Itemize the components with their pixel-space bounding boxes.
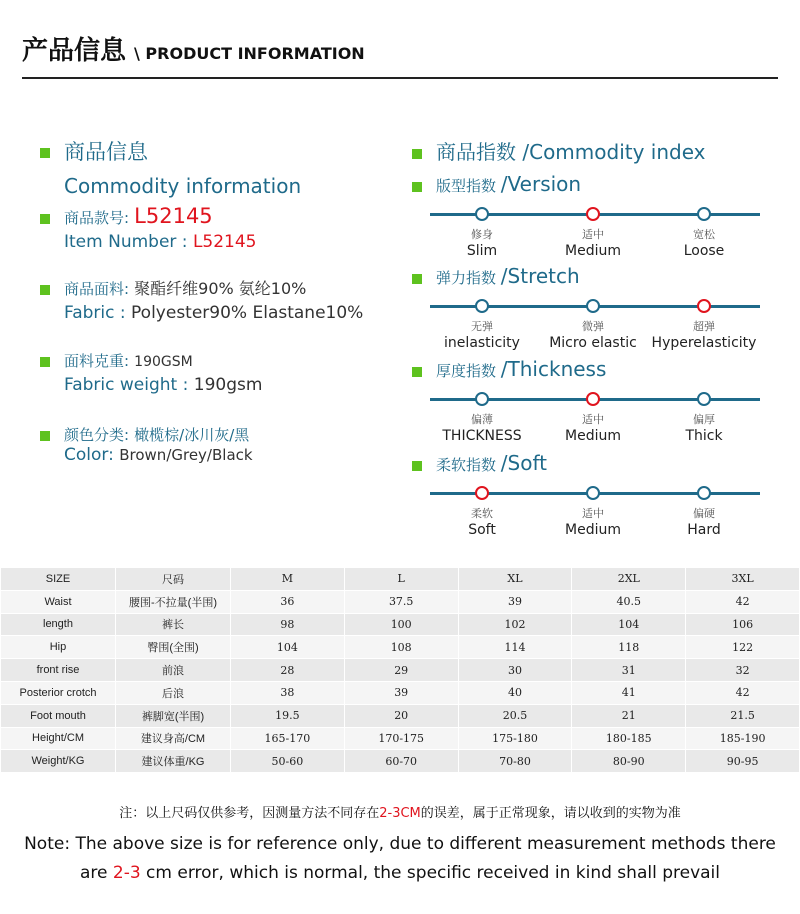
table-cell: 臀围(全围) <box>116 636 231 659</box>
option-en: Slim <box>466 243 498 259</box>
table-cell: Foot mouth <box>1 704 116 727</box>
weight-value-en: 190gsm <box>193 375 263 395</box>
table-cell: 70-80 <box>458 750 572 773</box>
table-cell: 102 <box>458 613 572 636</box>
table-cell: L <box>344 568 458 591</box>
page-header <box>22 30 365 67</box>
scale-marker <box>475 207 489 221</box>
table-cell: 20.5 <box>458 704 572 727</box>
scale-marker <box>475 392 489 406</box>
table-cell: 36 <box>231 590 345 613</box>
option-cn: 偏厚 <box>693 413 715 426</box>
selected-marker <box>586 392 600 406</box>
note-en-red: 2-3 <box>112 863 141 883</box>
table-row <box>1 727 800 750</box>
index-scale <box>430 398 760 458</box>
table-cell: Waist <box>1 590 116 613</box>
table-cell: 38 <box>231 681 345 704</box>
scale-title-cn: 柔软指数 <box>436 456 497 474</box>
bullet-icon <box>412 274 422 284</box>
table-cell: Weight/KG <box>1 750 116 773</box>
table-cell: 41 <box>572 681 686 704</box>
scale-option <box>422 227 542 259</box>
scale-option <box>644 506 764 538</box>
item-number <box>40 204 257 252</box>
color-label-en: Color: <box>64 445 114 465</box>
color-value-en: Brown/Grey/Black <box>119 446 253 464</box>
table-cell: 前浪 <box>116 659 231 682</box>
scale-title-en: /Soft <box>500 451 547 475</box>
table-cell: 21.5 <box>686 704 800 727</box>
item-label-cn: 商品款号: <box>64 209 130 227</box>
option-en: Thick <box>685 428 723 444</box>
table-cell: 122 <box>686 636 800 659</box>
note-cn-red: 2-3CM <box>379 806 421 821</box>
scale-marker <box>697 486 711 500</box>
item-value-cn: L52145 <box>134 204 213 228</box>
option-cn: 修身 <box>471 228 493 241</box>
table-cell: 后浪 <box>116 681 231 704</box>
table-cell: 42 <box>686 681 800 704</box>
table-cell: 100 <box>344 613 458 636</box>
table-row <box>1 659 800 682</box>
note-cn-a: 注：以上尺码仅供参考，因测量方法不同存在 <box>119 806 380 821</box>
color-label-cn: 颜色分类: <box>64 426 130 444</box>
option-en: Hard <box>687 522 721 538</box>
table-row <box>1 636 800 659</box>
bullet-icon <box>40 214 50 224</box>
table-cell: 建议身高/CM <box>116 727 231 750</box>
table-cell: 98 <box>231 613 345 636</box>
table-cell: 裤长 <box>116 613 231 636</box>
table-cell: 180-185 <box>572 727 686 750</box>
table-row <box>1 590 800 613</box>
weight-label-en: Fabric weight : <box>64 375 189 395</box>
bullet-icon <box>40 285 50 295</box>
table-cell: XL <box>458 568 572 591</box>
table-cell: 30 <box>458 659 572 682</box>
scale-option <box>533 412 653 444</box>
scale-title-cn: 厚度指数 <box>436 362 497 380</box>
scale-marker <box>586 299 600 313</box>
option-en: Loose <box>683 243 725 259</box>
item-value-en: L52145 <box>192 232 257 252</box>
scale-option <box>422 319 542 351</box>
info-heading <box>40 136 301 198</box>
scale-option <box>533 506 653 538</box>
table-cell: 42 <box>686 590 800 613</box>
scale-title-en: /Stretch <box>500 264 580 288</box>
table-cell: M <box>231 568 345 591</box>
option-cn: 适中 <box>582 228 604 241</box>
table-cell: 2XL <box>572 568 686 591</box>
table-row <box>1 704 800 727</box>
table-cell: 21 <box>572 704 686 727</box>
table-cell: 腰围-不拉量(半围) <box>116 590 231 613</box>
scale-option <box>644 227 764 259</box>
option-en: Medium <box>565 522 621 538</box>
scale-title-en: /Version <box>500 172 582 196</box>
table-cell: 118 <box>572 636 686 659</box>
heading-en: Commodity information <box>64 174 302 198</box>
scale-marker <box>475 299 489 313</box>
option-cn: 柔软 <box>471 507 493 520</box>
table-cell: 60-70 <box>344 750 458 773</box>
note-en-c: cm error, which is normal, the specific received in kind shall prevail <box>140 863 721 883</box>
option-cn: 无弹 <box>471 320 493 333</box>
index-scale <box>430 305 760 365</box>
item-label-en: Item Number : <box>64 232 188 252</box>
table-cell: 104 <box>572 613 686 636</box>
fabric-weight <box>40 350 262 395</box>
table-row <box>1 613 800 636</box>
title-cn: 产品信息 <box>22 36 127 66</box>
table-cell: 20 <box>344 704 458 727</box>
table-cell: 39 <box>458 590 572 613</box>
table-cell: 3XL <box>686 568 800 591</box>
scale-title-cn: 弹力指数 <box>436 269 497 287</box>
title-en: \ PRODUCT INFORMATION <box>134 44 365 63</box>
table-cell: 裤脚宽(半围) <box>116 704 231 727</box>
bullet-icon <box>412 367 422 377</box>
table-header-row <box>1 568 800 591</box>
fabric-label-cn: 商品面料: <box>64 280 130 298</box>
note-en <box>0 830 800 888</box>
fabric-label-en: Fabric : <box>64 303 126 323</box>
table-cell: 40 <box>458 681 572 704</box>
fabric-value-cn: 聚酯纤维90% 氨纶10% <box>134 279 307 298</box>
scale-option <box>422 412 542 444</box>
scale-marker <box>697 207 711 221</box>
scale-option <box>644 319 764 351</box>
selected-marker <box>475 486 489 500</box>
option-cn: 微弹 <box>582 320 604 333</box>
table-row <box>1 681 800 704</box>
option-cn: 超弹 <box>693 320 715 333</box>
table-cell: 90-95 <box>686 750 800 773</box>
header-divider <box>22 77 778 79</box>
option-cn: 适中 <box>582 507 604 520</box>
scale-title <box>412 451 547 475</box>
table-cell: 29 <box>344 659 458 682</box>
bullet-icon <box>412 461 422 471</box>
index-heading <box>412 136 706 165</box>
scale-title <box>412 264 580 288</box>
table-cell: 106 <box>686 613 800 636</box>
table-cell: 40.5 <box>572 590 686 613</box>
table-cell: Height/CM <box>1 727 116 750</box>
fabric-value-en: Polyester90% Elastane10% <box>131 303 364 323</box>
table-cell: 170-175 <box>344 727 458 750</box>
scale-title <box>412 172 581 196</box>
option-en: THICKNESS <box>442 428 522 444</box>
option-en: Micro elastic <box>549 335 637 351</box>
table-cell: 32 <box>686 659 800 682</box>
table-cell: 尺码 <box>116 568 231 591</box>
scale-marker <box>586 486 600 500</box>
table-cell: 39 <box>344 681 458 704</box>
size-table <box>0 567 800 773</box>
table-cell: 建议体重/KG <box>116 750 231 773</box>
scale-option <box>422 506 542 538</box>
scale-option <box>533 319 653 351</box>
table-cell: 175-180 <box>458 727 572 750</box>
table-row <box>1 750 800 773</box>
table-cell: Hip <box>1 636 116 659</box>
table-cell: 31 <box>572 659 686 682</box>
bullet-icon <box>40 357 50 367</box>
scale-title-cn: 版型指数 <box>436 177 497 195</box>
note-en-a: Note: The above size is for reference only, due to different measurement methods there <box>24 834 776 854</box>
table-cell: SIZE <box>1 568 116 591</box>
table-cell: 185-190 <box>686 727 800 750</box>
table-cell: 50-60 <box>231 750 345 773</box>
scale-marker <box>697 392 711 406</box>
table-cell: 114 <box>458 636 572 659</box>
option-cn: 偏薄 <box>471 413 493 426</box>
scale-title <box>412 357 606 381</box>
color <box>40 424 253 465</box>
scale-title-en: /Thickness <box>500 357 607 381</box>
table-cell: 165-170 <box>231 727 345 750</box>
table-cell: 80-90 <box>572 750 686 773</box>
index-scale <box>430 492 760 552</box>
heading-cn: 商品信息 <box>64 140 148 164</box>
table-cell: 37.5 <box>344 590 458 613</box>
weight-value-cn: 190GSM <box>134 354 193 370</box>
table-cell: front rise <box>1 659 116 682</box>
bullet-icon <box>412 149 422 159</box>
color-value-cn: 橄榄棕/冰川灰/黑 <box>134 426 250 444</box>
option-en: Hyperelasticity <box>651 335 757 351</box>
note-en-b: are <box>79 863 113 883</box>
option-cn: 偏硬 <box>693 507 715 520</box>
option-cn: 适中 <box>582 413 604 426</box>
bullet-icon <box>40 148 50 158</box>
table-cell: Posterior crotch <box>1 681 116 704</box>
selected-marker <box>697 299 711 313</box>
note-cn <box>0 802 800 821</box>
bullet-icon <box>40 431 50 441</box>
note-cn-b: 的误差，属于正常现象，请以收到的实物为准 <box>420 806 681 821</box>
table-cell: 28 <box>231 659 345 682</box>
table-cell: 104 <box>231 636 345 659</box>
table-cell: length <box>1 613 116 636</box>
option-cn: 宽松 <box>693 228 715 241</box>
bullet-icon <box>412 182 422 192</box>
table-cell: 19.5 <box>231 704 345 727</box>
index-heading-cn: 商品指数 <box>436 140 516 164</box>
table-cell: 108 <box>344 636 458 659</box>
option-en: Soft <box>468 522 496 538</box>
option-en: Medium <box>565 243 621 259</box>
scale-option <box>644 412 764 444</box>
option-en: Medium <box>565 428 621 444</box>
scale-option <box>533 227 653 259</box>
selected-marker <box>586 207 600 221</box>
weight-label-cn: 面料克重: <box>64 352 130 370</box>
index-heading-en: /Commodity index <box>522 140 706 164</box>
option-en: inelasticity <box>444 335 520 351</box>
fabric <box>40 276 363 323</box>
